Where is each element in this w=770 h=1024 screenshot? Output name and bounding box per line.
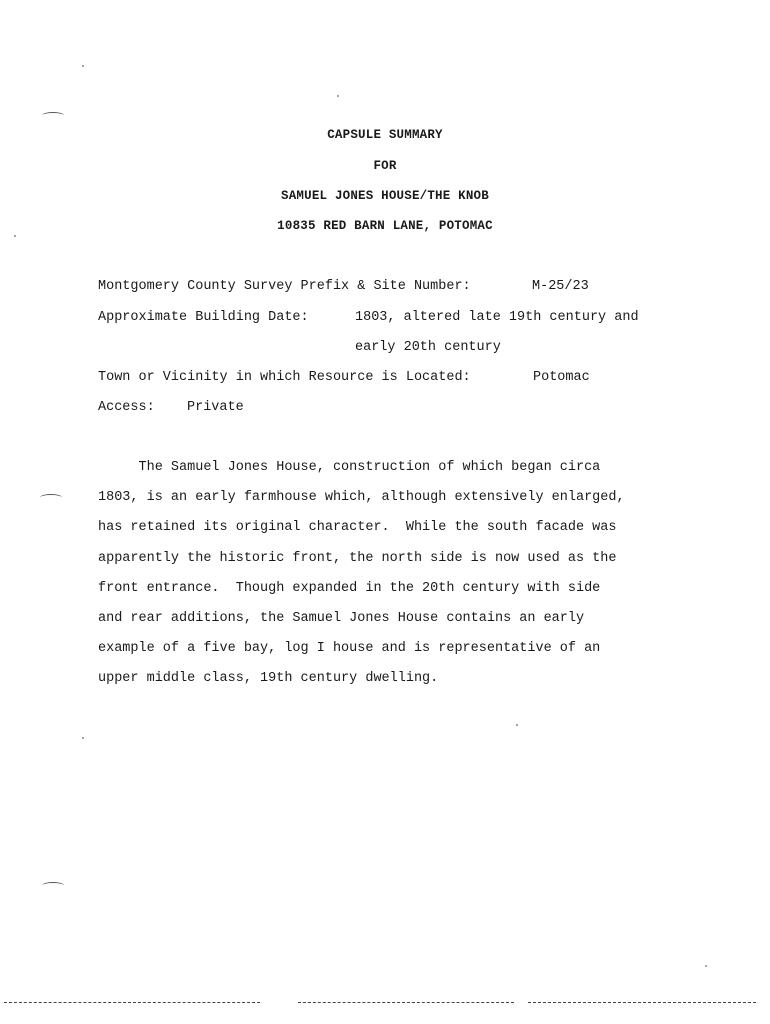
access-label: Access: — [98, 400, 155, 415]
scan-edge-line — [528, 1002, 756, 1003]
title-capsule-summary: CAPSULE SUMMARY — [327, 128, 443, 142]
date-value-line1: 1803, altered late 19th century and — [355, 310, 639, 325]
town-value: Potomac — [533, 370, 590, 385]
scan-speck — [82, 65, 84, 67]
date-label: Approximate Building Date: — [98, 310, 309, 325]
date-value-line2: early 20th century — [355, 340, 501, 355]
scan-mark-bottom — [42, 882, 64, 889]
survey-label: Montgomery County Survey Prefix & Site Number: — [98, 279, 471, 294]
summary-line: upper middle class, 19th century dwelling. — [98, 671, 439, 687]
title-property-name: SAMUEL JONES HOUSE/THE KNOB — [281, 189, 489, 203]
title-address: 10835 RED BARN LANE, POTOMAC — [277, 219, 493, 233]
title-for: FOR — [373, 159, 397, 173]
summary-line: and rear additions, the Samuel Jones House contains an early — [98, 611, 585, 627]
scan-edge-line — [298, 1002, 514, 1003]
scan-mark-top — [42, 112, 64, 119]
scan-speck — [82, 737, 84, 739]
summary-line: apparently the historic front, the north side is now used as the — [98, 550, 617, 566]
summary-line: has retained its original character. While the south facade was — [98, 520, 617, 536]
survey-value: M-25/23 — [532, 279, 589, 294]
summary-paragraph — [98, 453, 688, 695]
town-label: Town or Vicinity in which Resource is Located: — [98, 370, 471, 385]
scan-speck — [337, 95, 339, 97]
scan-speck — [705, 965, 707, 967]
summary-line: The Samuel Jones House, construction of which began circa — [98, 460, 601, 475]
summary-line: example of a five bay, log I house and is representative of an — [98, 641, 601, 657]
scan-mark-middle — [40, 494, 62, 501]
scan-edge-line — [4, 1002, 260, 1003]
summary-line: front entrance. Though expanded in the 20th century with side — [98, 580, 601, 596]
scan-speck — [14, 235, 16, 237]
summary-line: 1803, is an early farmhouse which, although extensively enlarged, — [98, 490, 625, 506]
scan-speck — [516, 724, 518, 726]
access-value: Private — [187, 400, 244, 415]
